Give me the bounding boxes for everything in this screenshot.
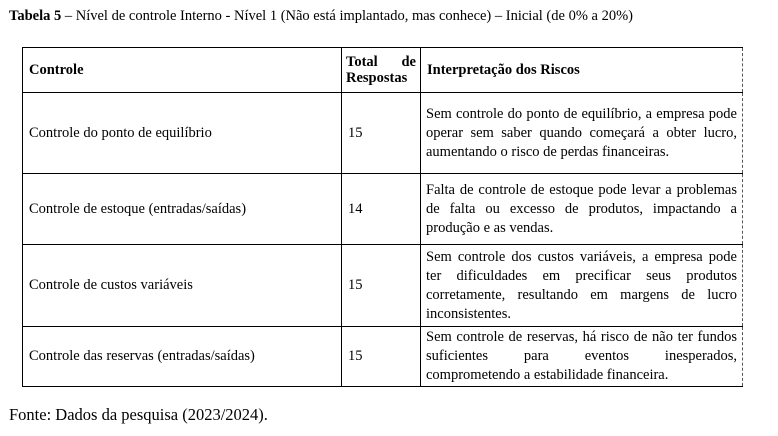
caption-text: – Nível de controle Interno - Nível 1 (Não está implantado, mas conhece) – Inicial (de 0% a 20%) — [61, 8, 633, 24]
cell-controle: Controle das reservas (entradas/saídas) — [23, 327, 342, 387]
table-row — [23, 327, 743, 387]
cell-interpretacao: Falta de controle de estoque pode levar a problemas de falta ou excesso de produtos, impactando a produção e as vendas. — [421, 174, 743, 245]
cell-total: 15 — [342, 93, 421, 174]
cell-total: 15 — [342, 245, 421, 327]
caption-label: Tabela 5 — [9, 8, 62, 24]
table-caption — [9, 6, 633, 26]
table-header-row — [23, 48, 743, 93]
table-row — [23, 245, 743, 327]
controls-table — [22, 47, 743, 387]
cell-interpretacao: Sem controle de reservas, há risco de não ter fundos suficientes para eventos inesperados, comprometendo a estabilidade financeira. — [421, 327, 743, 387]
cell-controle: Controle de custos variáveis — [23, 245, 342, 327]
table-row — [23, 174, 743, 245]
cell-interpretacao: Sem controle dos custos variáveis, a empresa pode ter dificuldades em precificar seus produtos corretamente, resultando em margens de lucro inconsistentes. — [421, 245, 743, 327]
cell-total: 14 — [342, 174, 421, 245]
header-total-respostas: Total de Respostas — [342, 48, 421, 93]
cell-total: 15 — [342, 327, 421, 387]
cell-controle: Controle de estoque (entradas/saídas) — [23, 174, 342, 245]
header-interpretacao: Interpretação dos Riscos — [421, 48, 743, 93]
header-controle: Controle — [23, 48, 342, 93]
source-note: Fonte: Dados da pesquisa (2023/2024). — [9, 405, 268, 424]
cell-interpretacao: Sem controle do ponto de equilíbrio, a empresa pode operar sem saber quando começará a obter lucro, aumentando o risco de perdas financeiras. — [421, 93, 743, 174]
table-row — [23, 93, 743, 174]
cell-controle: Controle do ponto de equilíbrio — [23, 93, 342, 174]
